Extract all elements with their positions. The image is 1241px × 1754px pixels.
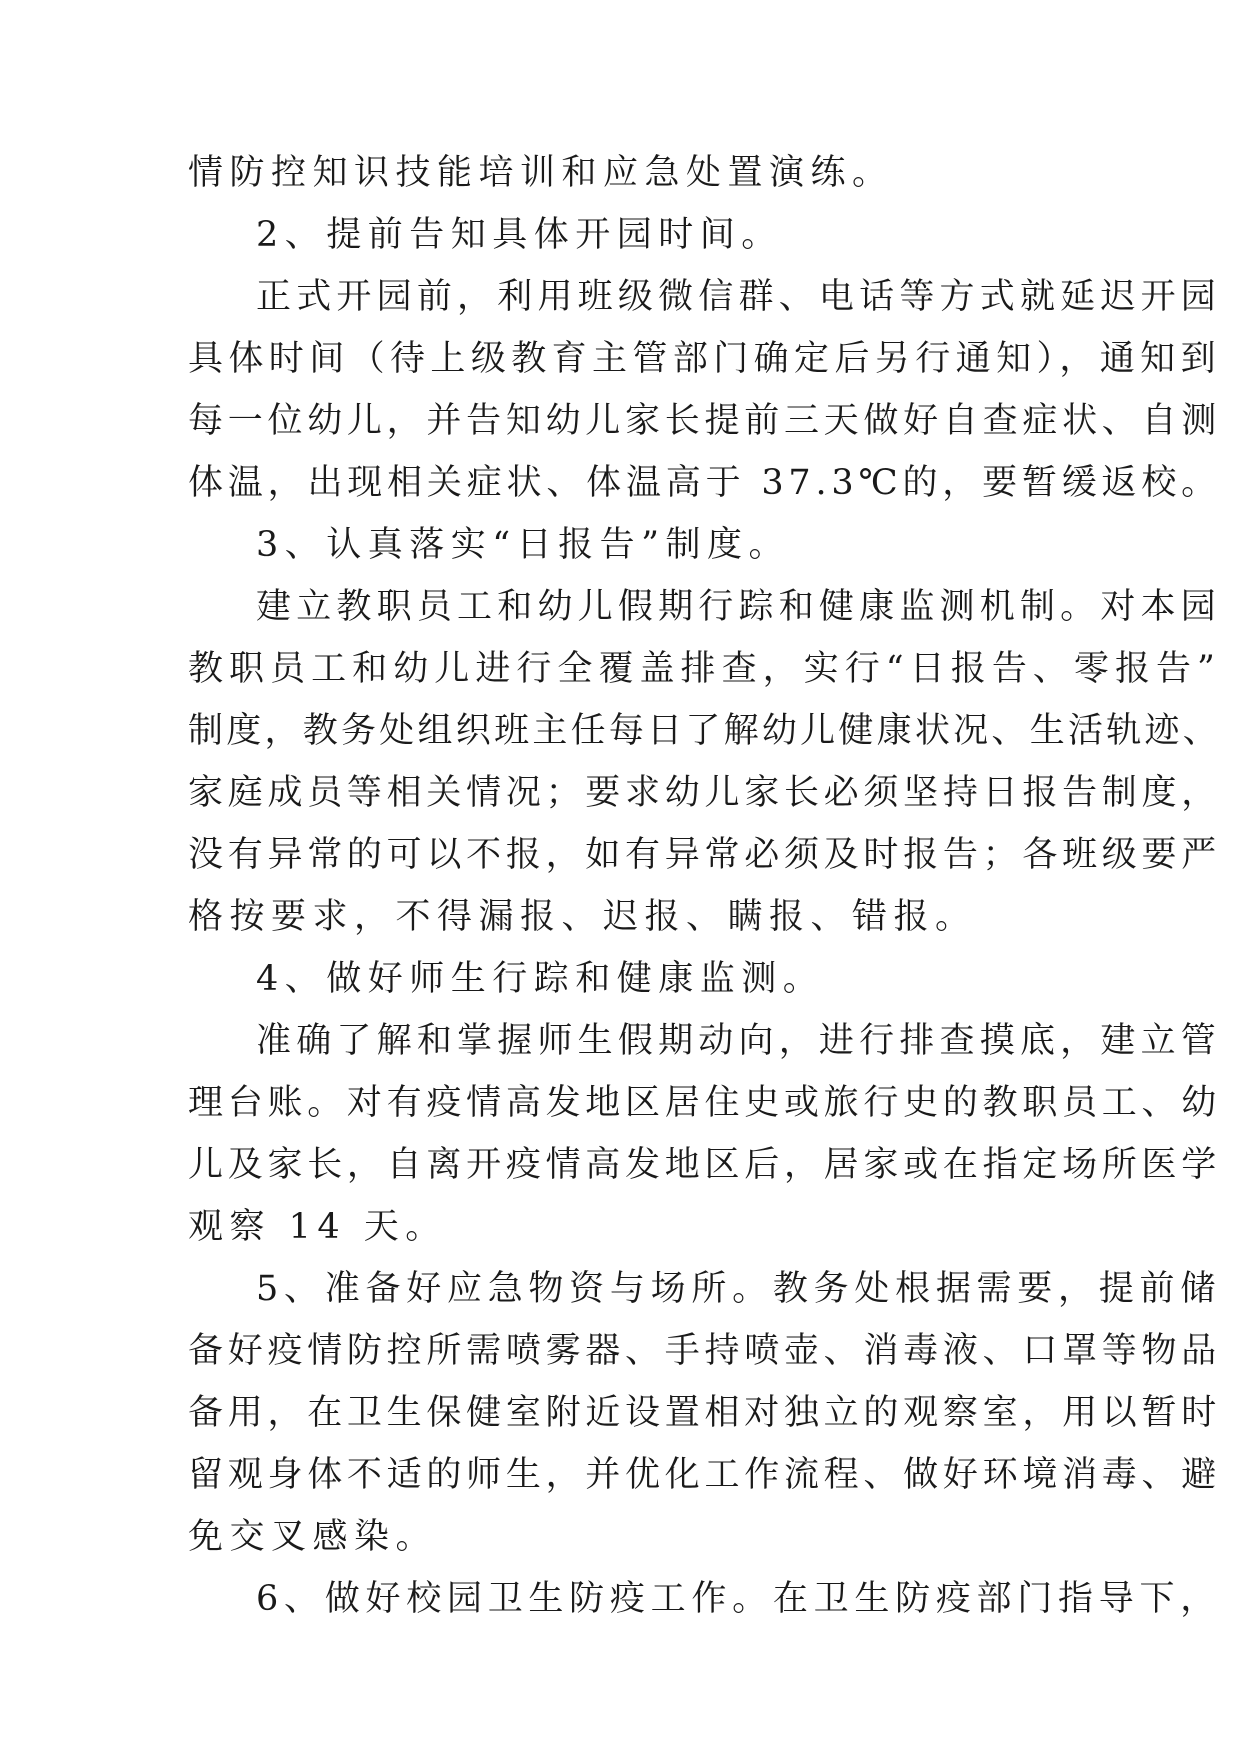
text-line: 儿及家长，自离开疫情高发地区后，居家或在指定场所医学 (188, 1145, 1221, 1185)
text-line: 免交叉感染。 (188, 1517, 438, 1557)
text-line: 正式开园前，利用班级微信群、电话等方式就延迟开园 (256, 277, 1221, 317)
text-line: 没有异常的可以不报，如有异常必须及时报告；各班级要严 (188, 835, 1221, 875)
text-line: 格按要求，不得漏报、迟报、瞒报、错报。 (188, 897, 977, 937)
text-line: 理台账。对有疫情高发地区居住史或旅行史的教职员工、幼 (188, 1083, 1221, 1123)
section-heading: 5、准备好应急物资与场所。教务处根据需要，提前储 (256, 1269, 1221, 1309)
section-heading: 3、认真落实“日报告”制度。 (256, 525, 791, 565)
text-line: 家庭成员等相关情况；要求幼儿家长必须坚持日报告制度， (188, 773, 1221, 813)
text-line: 准确了解和掌握师生假期动向，进行排查摸底，建立管 (256, 1021, 1221, 1061)
text-line: 留观身体不适的师生，并优化工作流程、做好环境消毒、避 (188, 1455, 1221, 1495)
text-line: 每一位幼儿，并告知幼儿家长提前三天做好自查症状、自测 (188, 401, 1221, 441)
section-heading: 4、做好师生行踪和健康监测。 (256, 959, 825, 999)
section-heading: 2、提前告知具体开园时间。 (256, 215, 783, 255)
text-line: 备好疫情防控所需喷雾器、手持喷壶、消毒液、口罩等物品 (188, 1331, 1221, 1371)
text-line: 观察 14 天。 (188, 1207, 447, 1247)
text-line: 具体时间（待上级教育主管部门确定后另行通知），通知到 (188, 339, 1221, 379)
text-line: 备用，在卫生保健室附近设置相对独立的观察室，用以暂时 (188, 1393, 1221, 1433)
text-line: 制度，教务处组织班主任每日了解幼儿健康状况、生活轨迹、 (188, 711, 1221, 751)
text-line: 情防控知识技能培训和应急处置演练。 (188, 153, 894, 193)
text-line: 教职员工和幼儿进行全覆盖排查，实行“日报告、零报告” (188, 649, 1221, 689)
text-line: 体温，出现相关症状、体温高于 37.3℃的，要暂缓返校。 (188, 463, 1221, 503)
section-heading: 6、做好校园卫生防疫工作。在卫生防疫部门指导下， (256, 1579, 1221, 1619)
text-line: 建立教职员工和幼儿假期行踪和健康监测机制。对本园 (256, 587, 1221, 627)
